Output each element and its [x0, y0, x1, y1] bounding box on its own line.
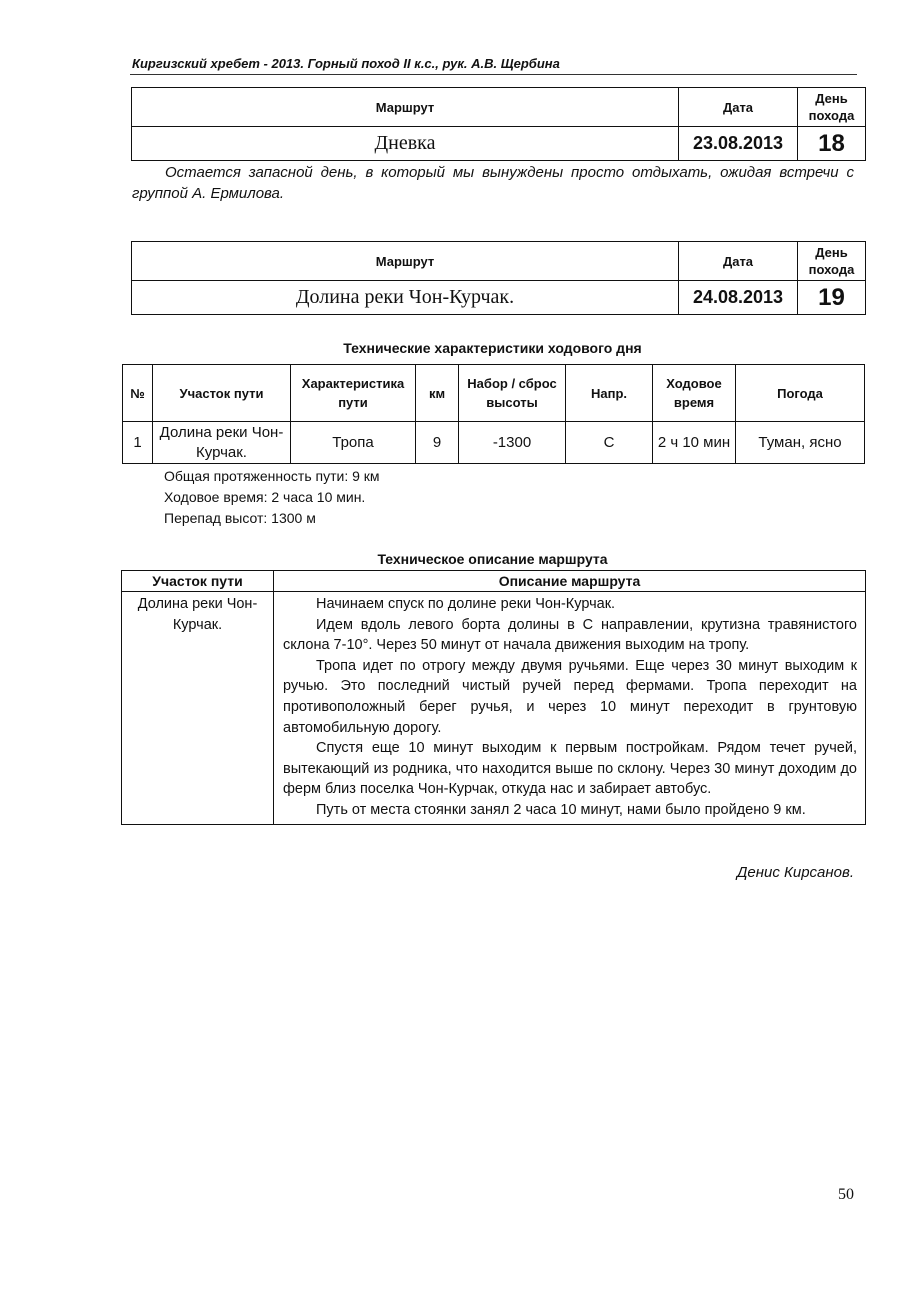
route-name: Дневка [132, 127, 679, 161]
table-row [123, 422, 865, 464]
date-header: Дата [679, 242, 798, 281]
cell-segment: Долина реки Чон-Курчак. [153, 422, 291, 464]
route-name: Долина реки Чон-Курчак. [132, 281, 679, 315]
description-paragraph: Спустя еще 10 минут выходим к первым постройкам. Рядом течет ручей, вытекающий из родника, что находится выше по склону. Через 30 минут доходим до ферм близ поселка Чон-Курчак, откуда нас и забирает автобус. [283, 740, 857, 798]
cell-direction: С [566, 422, 653, 464]
route-header: Маршрут [132, 242, 679, 281]
description-paragraph: Путь от места стоянки занял 2 часа 10 минут, нами было пройдено 9 км. [316, 801, 806, 818]
header-divider [130, 74, 857, 75]
description-cell [274, 592, 866, 825]
route-day-number: 19 [798, 281, 866, 315]
cell-path-type: Тропа [291, 422, 416, 464]
day-header-line1: День [815, 245, 848, 260]
summary-distance: Общая протяженность пути: 9 км [164, 468, 380, 484]
route-header: Маршрут [132, 88, 679, 127]
cell-weather: Туман, ясно [736, 422, 865, 464]
col-segment-header: Участок пути [122, 571, 274, 592]
table-row [122, 592, 866, 825]
col-weather: Погода [736, 365, 865, 422]
col-walking-time: Ходовое время [653, 365, 736, 422]
day-header [798, 242, 866, 281]
col-number: № [123, 365, 153, 422]
tech-description-table [121, 570, 866, 825]
tech-description-title: Техническое описание маршрута [377, 551, 608, 567]
document-header-title: Киргизский хребет - 2013. Горный поход II к.с., рук. А.В. Щербина [132, 56, 560, 71]
tech-characteristics-title: Технические характеристики ходового дня [343, 340, 642, 356]
col-segment: Участок пути [153, 365, 291, 422]
day-18-note: Остается запасной день, в который мы вынуждены просто отдыхать, ожидая встречи с группой А. Ермилова. [132, 164, 854, 202]
col-path-type: Характеристика пути [291, 365, 416, 422]
cell-km: 9 [416, 422, 459, 464]
cell-elevation: -1300 [459, 422, 566, 464]
description-paragraph: Идем вдоль левого борта долины в С направлении, крутизна травянистого склона 7-10°. Через 50 минут от начала движения выходим на тропу. [283, 616, 857, 654]
col-description-header: Описание маршрута [274, 571, 866, 592]
day-header-line2: похода [808, 262, 855, 277]
route-date: 24.08.2013 [679, 281, 798, 315]
summary-elevation: Перепад высот: 1300 м [164, 510, 316, 526]
page-number: 50 [838, 1186, 854, 1203]
col-direction: Напр. [566, 365, 653, 422]
route-table-day-19 [131, 241, 866, 315]
tech-characteristics-table [122, 364, 865, 464]
day-header-line2: похода [808, 108, 855, 123]
cell-walking-time: 2 ч 10 мин [653, 422, 736, 464]
route-table-day-18 [131, 87, 866, 161]
segment-cell: Долина реки Чон-Курчак. [122, 592, 274, 825]
route-day-number: 18 [798, 127, 866, 161]
date-header: Дата [679, 88, 798, 127]
description-paragraph: Начинаем спуск по долине реки Чон-Курчак. [316, 596, 616, 612]
route-date: 23.08.2013 [679, 127, 798, 161]
summary-time: Ходовое время: 2 часа 10 мин. [164, 489, 366, 505]
day-header [798, 88, 866, 127]
author-signature: Денис Кирсанов. [736, 864, 854, 881]
day-header-line1: День [815, 91, 848, 106]
col-km: км [416, 365, 459, 422]
col-elevation: Набор / сброс высоты [459, 365, 566, 422]
description-paragraph: Тропа идет по отрогу между двумя ручьями. Еще через 30 минут выходим к ручью. Это последний чистый ручей перед фермами. Тропа переходит на противоположный берег ручья, и через 10 минут переходит в грунтовую автомобильную дорогу. [283, 657, 857, 736]
cell-number: 1 [123, 422, 153, 464]
